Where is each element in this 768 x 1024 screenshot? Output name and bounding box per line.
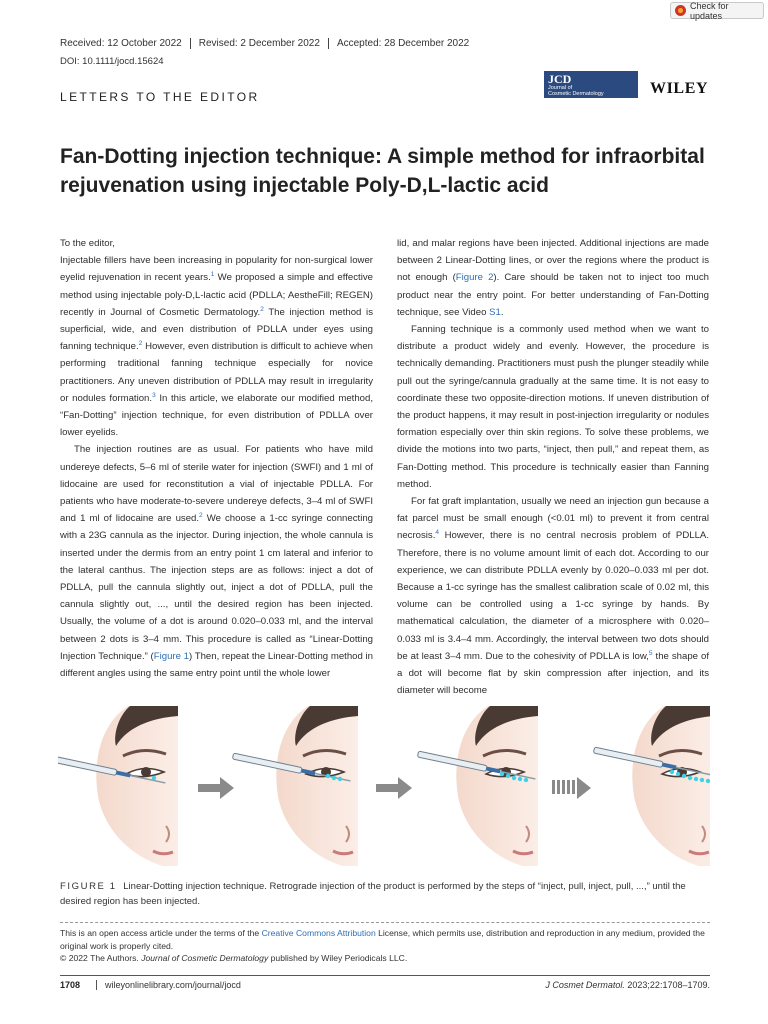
citation-link[interactable]: 2	[260, 305, 264, 313]
journal-url[interactable]: wileyonlinelibrary.com/journal/jocd	[96, 980, 241, 990]
citation-link[interactable]: 2	[138, 340, 143, 348]
figure-panel-2	[232, 706, 358, 866]
caption-text: Linear-Dotting injection technique. Retrograde injection of the product is performed by the steps of “inject, pull, inject, pull, ...,” until the desired region has been injected.	[60, 881, 686, 907]
journal-name-line1: Journal of	[548, 85, 573, 91]
copyright-line: © 2022 The Authors. Journal of Cosmetic Dermatology published by Wiley Periodicals LLC.	[60, 953, 408, 963]
received-date: Received: 12 October 2022	[60, 38, 182, 49]
paragraph: Fanning technique is a commonly used method when we want to distribute a product widely and evenly. However, the procedure is technically demanding. Practitioners must push the plunger steadily while pull out the syringe/cannula gradually at the same time. It is not easy to coordinate these two opposite-direction motions. If uneven distribution of the product happens, it may result in post-injection irregularity or nodules formation especially over thin skin regions. To solve these problems, we divide the motions into two parts, “inject, then pull,” and repeat them, as Fan-Dotting method. This procedure is technically easier than Fanning method.	[397, 324, 709, 490]
citation-link[interactable]: 2	[199, 512, 203, 520]
journal-name-line2: Cosmetic Dermatology	[548, 91, 604, 97]
figure-panel-3	[417, 706, 538, 866]
accepted-date: Accepted: 28 December 2022	[328, 38, 477, 49]
figure-1-caption	[60, 880, 710, 909]
check-for-updates-label: Check for updates	[690, 0, 729, 21]
paragraph: lid, and malar regions have been injected. Additional injections are made between 2 Linear-Dotting lines, or over the regions where the product is not enough (Figure 2). Care should be taken not to inject too much product near the entry point. For better understanding of Fan-Dotting technique, see Video S1.	[397, 238, 709, 318]
citation-link[interactable]: 1	[210, 271, 215, 279]
figure-2-link[interactable]: Figure 2	[455, 272, 494, 284]
citation-link[interactable]: 5	[648, 649, 653, 657]
paragraph: The injection routines are as usual. For patients who have mild undereye defects, 5–6 ml of sterile water for injection (SWFI) and 1 ml of lidocaine are used for reconstitution a vial of injectable PDLLA. For patients who have moderate-to-severe undereye defects, 3–4 ml of SWFI and 1 ml of lidocaine are used.$^2$ We choose a 1-cc syringe connecting with a 23G cannula as the injector. During injection, the whole cannula is inserted under the dermis from an entry point 1 cm lateral and inferior to the lateral canthus. The injection steps are as follows: inject a dot of PDLLA, pull the cannula slightly out, inject a dot of PDLLA, pull the cannula slightly out, ..., until the desired region has been injected. Usually, the volume of a dot is around 0.020–0.033 ml, and the interval between 2 dots is 3–4 mm. This procedure is called as “Linear-Dotting Injection Technique.” (Figure 1) Then, repeat the Linear-Dotting method in different angles using the same entry point until the whole lower	[60, 444, 373, 680]
article-dates	[60, 38, 477, 49]
citation: J Cosmet Dermatol. 2023;22:1708–1709.	[545, 980, 710, 990]
arrow-icon	[198, 777, 234, 799]
license-line: This is an open access article under the terms of the Creative Commons Attribution License, which permits use, distribution and reproduction in any medium, provided the original work is properly cited.	[60, 928, 705, 951]
creative-commons-link[interactable]: Creative Commons Attribution	[261, 928, 376, 938]
dotted-arrow-icon	[552, 777, 591, 799]
greeting: To the editor,	[60, 238, 115, 249]
article-title: Fan-Dotting injection technique: A simple method for infraorbital rejuvenation using injectable Poly-D,L-lactic acid	[60, 145, 705, 197]
check-for-updates-badge[interactable]	[670, 2, 764, 19]
divider	[60, 922, 710, 923]
revised-date: Revised: 2 December 2022	[190, 38, 328, 49]
publisher-logo[interactable]: WILEY	[650, 80, 709, 97]
figure-panel-4	[593, 706, 710, 866]
figure-panel-1	[58, 706, 178, 866]
update-icon	[675, 5, 686, 16]
citation-link[interactable]: 3	[152, 391, 156, 399]
paragraph: For fat graft implantation, usually we need an injection gun because a fat parcel must be small enough (<0.01 ml) to prevent it from central necrosis.$^4$ However, there is no central necrosis problem of PDLLA. Therefore, there is no volume amount limit of each dot. According to our experience, we can distribute PDLLA evenly by 0.020–0.033 ml per dot. Because a 1-cc syringe has the smallest calibration scale of 0.02 ml, this volume can be controlled using a 1-cc syringe by hands. By mathematical calculation, the diameter of a microsphere with 0.020–0.033 ml is 3.4–4 mm. Accordingly, the interval between two dots should be at least 3–4 mm. Due to the cohesivity of PDLLA is low,$^5$ the shape of a dot will become flat by skin compression after injection, and its diameter will become	[397, 496, 709, 697]
section-heading: LETTERS TO THE EDITOR	[60, 90, 260, 104]
page-number: 1708	[60, 980, 81, 990]
journal-abbr: JCD	[548, 72, 572, 86]
doi[interactable]: DOI: 10.1111/jocd.15624	[60, 56, 164, 67]
video-s1-link[interactable]: S1	[489, 306, 501, 318]
footer-divider	[60, 975, 710, 976]
arrow-icon	[376, 777, 412, 799]
text-column-left	[60, 235, 373, 682]
figure-1-illustration	[58, 706, 710, 866]
paragraph: Injectable fillers have been increasing in popularity for non-surgical lower eyelid rejuvenation in recent years.$^1$ We proposed a simple and effective method using injectable poly-D,L-lactic acid (PDLLA; AestheFill; REGEN) recently in Journal of Cosmetic Dermatology.$^2$ The injection method is superficial, wide, and even distribution of PDLLA under eyes using fanning technique.$^2$ However, even distribution is difficult to achieve when performing traditional fanning technique especially for novice practitioners. Any uneven distribution of PDLLA may result in irregularity or nodules formation.$^3$ In this article, we elaborate our modified method, “Fan-Dotting” injection technique, for even distribution of PDLLA over lower eyelids.	[60, 255, 373, 439]
citation-link[interactable]: 4	[435, 529, 440, 537]
text-column-right	[397, 235, 709, 699]
license-notice	[60, 927, 710, 965]
figure-label: FIGURE 1	[60, 881, 117, 892]
figure-1-link[interactable]: Figure 1	[153, 650, 189, 662]
journal-logo[interactable]	[544, 71, 638, 98]
